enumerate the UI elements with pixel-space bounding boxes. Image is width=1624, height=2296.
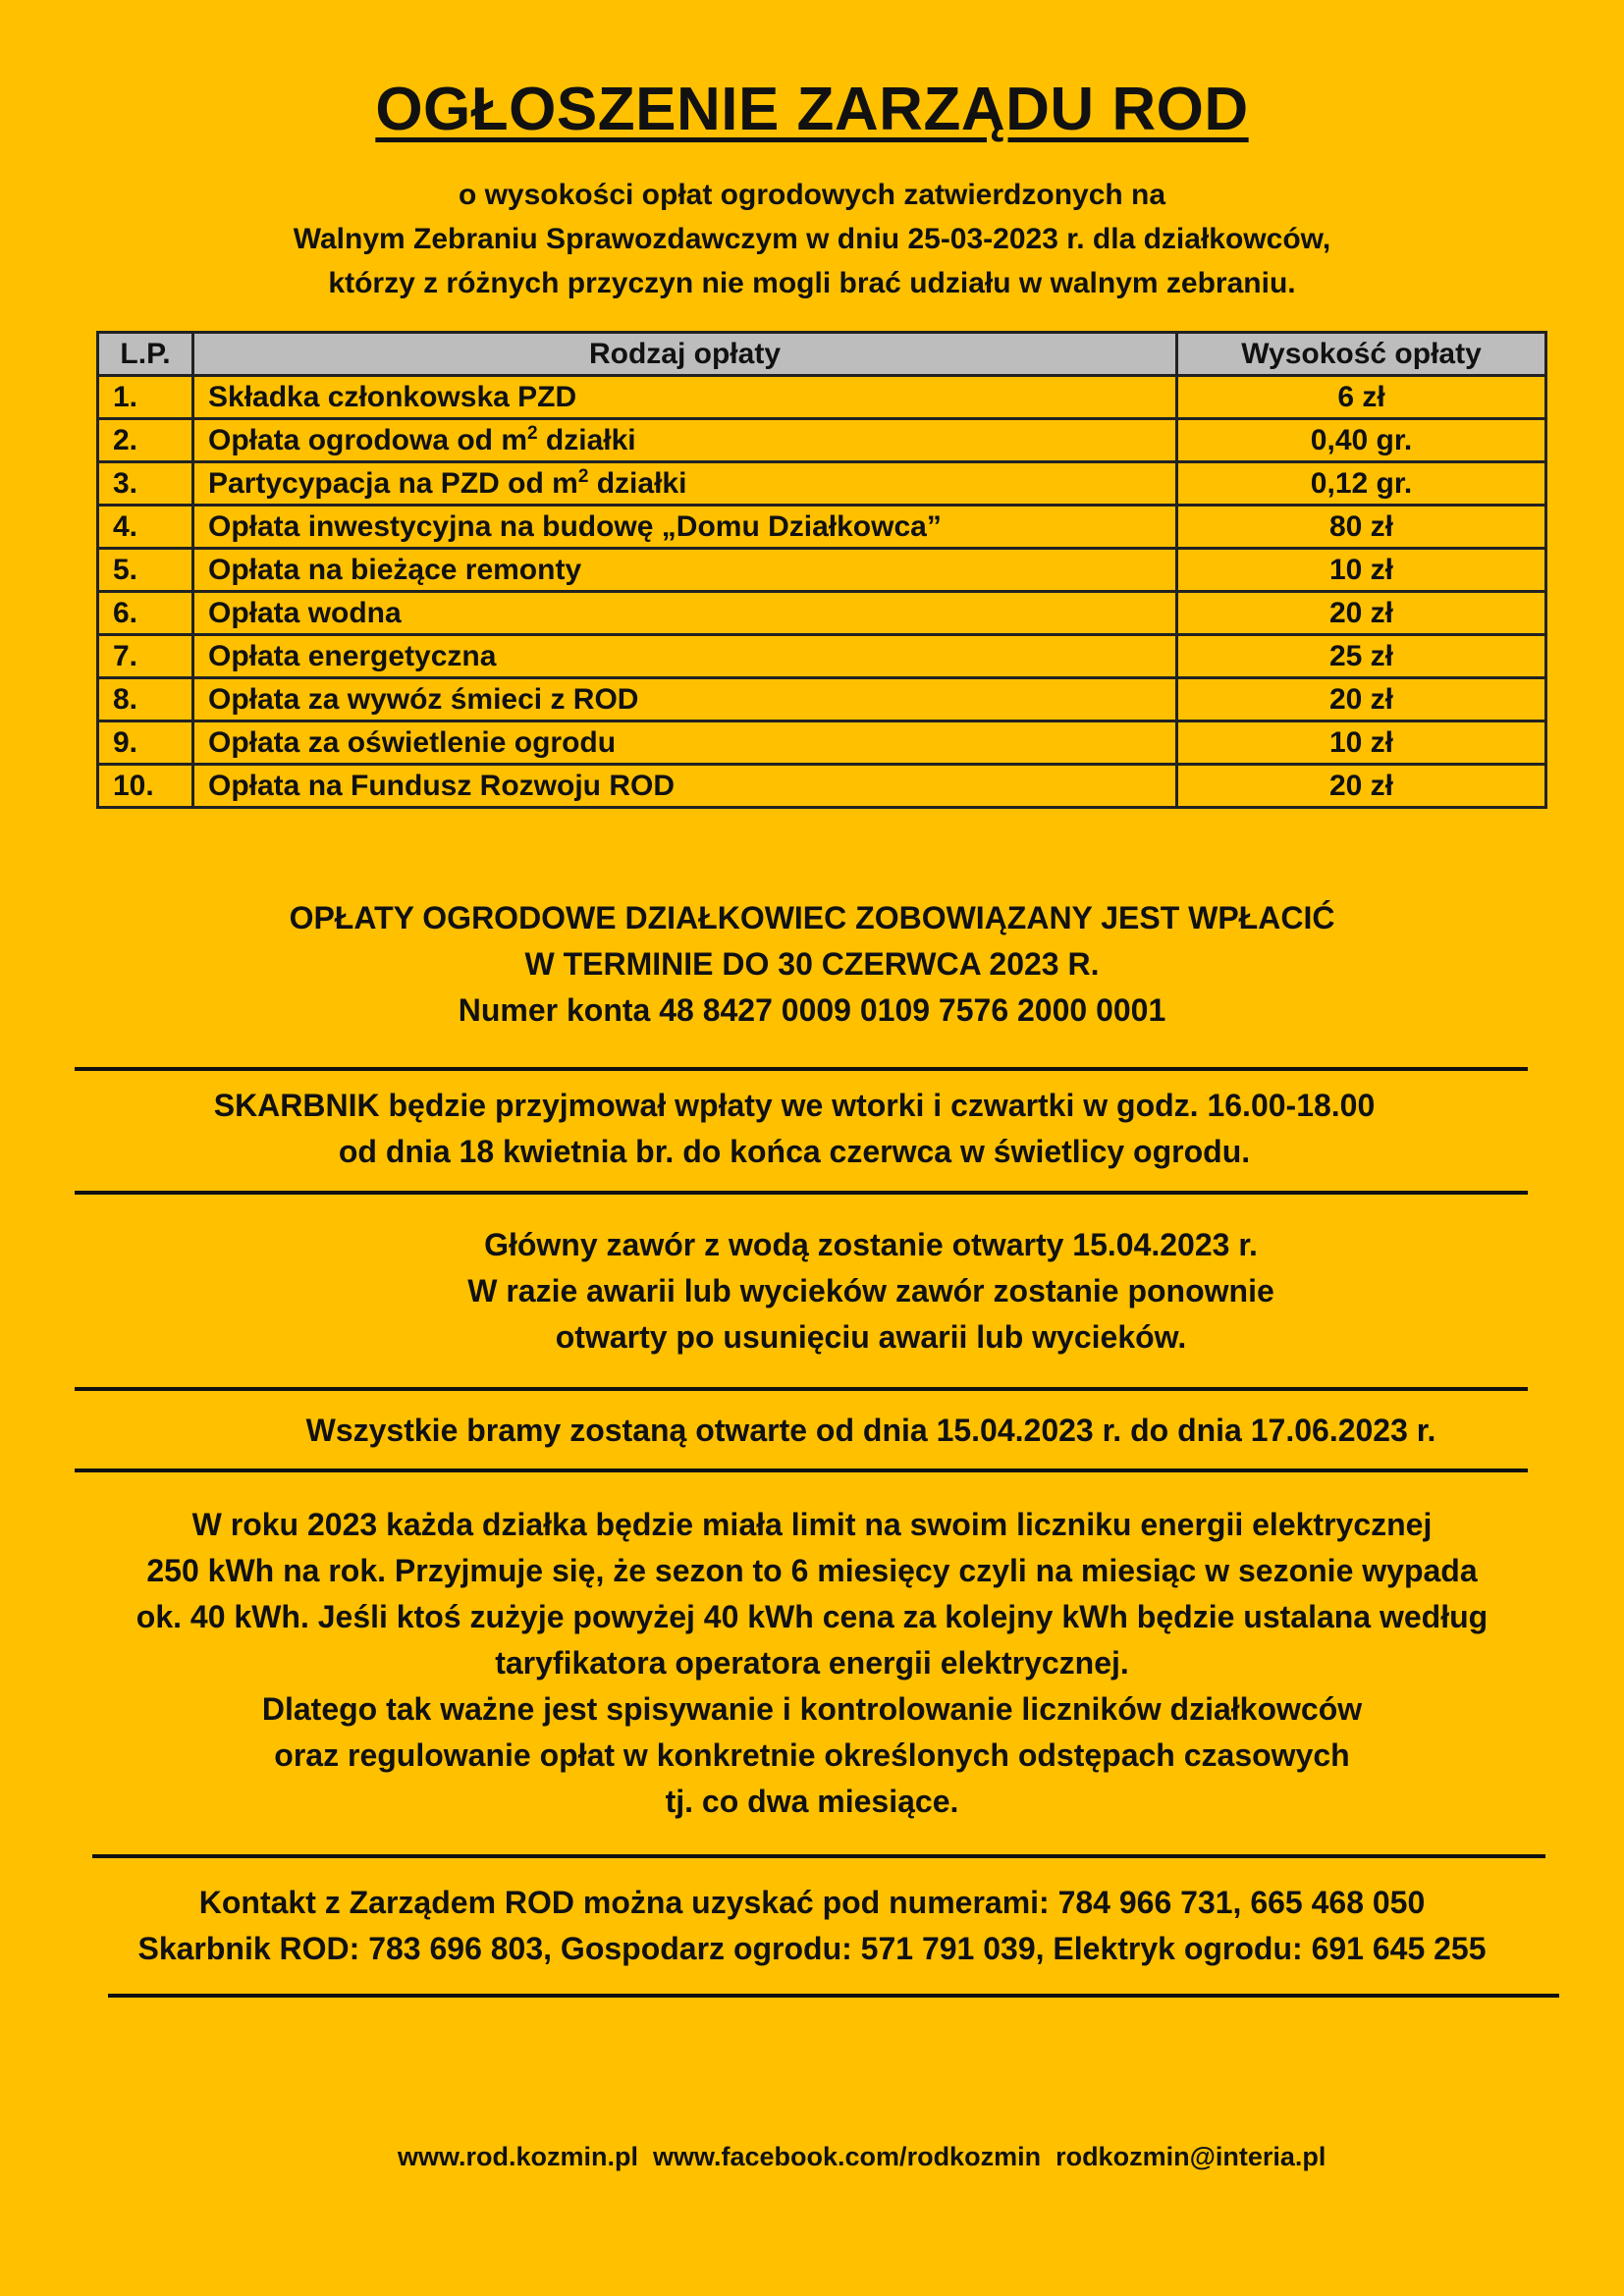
- row-number: 3.: [98, 462, 193, 506]
- fee-type-text: Opłata na Fundusz Rozwoju ROD: [208, 769, 675, 802]
- treasurer-line: SKARBNIK będzie przyjmował wpłaty we wtorki i czwartki w godz. 16.00-18.00: [213, 1088, 1376, 1123]
- table-header-row: [98, 333, 1546, 376]
- energy-line: taryfikatora operatora energii elektrycznej.: [495, 1645, 1129, 1681]
- fee-amount: 25 zł: [1177, 635, 1546, 678]
- payment-deadline: [0, 895, 1624, 1034]
- row-number: 7.: [98, 635, 193, 678]
- divider: [92, 1854, 1545, 1858]
- fee-type-text: Opłata wodna: [208, 596, 402, 629]
- intro-line: o wysokości opłat ogrodowych zatwierdzonych na: [458, 179, 1166, 211]
- energy-line: 250 kWh na rok. Przyjmuje się, że sezon to 6 miesięcy czyli na miesiąc w sezonie wypada: [146, 1553, 1478, 1588]
- column-header-amount: Wysokość opłaty: [1177, 333, 1546, 376]
- fee-type-text: Opłata inwestycyjna na budowę „Domu Działkowca”: [208, 509, 942, 543]
- table-row: [98, 635, 1546, 678]
- fee-type-text: Opłata za wywóz śmieci z ROD: [208, 682, 639, 716]
- row-number: 9.: [98, 721, 193, 765]
- fee-amount: 20 zł: [1177, 592, 1546, 635]
- treasurer-line: od dnia 18 kwietnia br. do końca czerwca w świetlicy ogrodu.: [338, 1134, 1251, 1169]
- table-row: [98, 765, 1546, 808]
- column-header-type: Rodzaj opłaty: [193, 333, 1177, 376]
- page-title: OGŁOSZENIE ZARZĄDU ROD: [375, 76, 1249, 143]
- fee-type-suffix: działki: [537, 423, 636, 456]
- account-number: Numer konta 48 8427 0009 0109 7576 2000 0001: [458, 992, 1166, 1028]
- superscript: 2: [577, 465, 589, 487]
- fee-type-text: Opłata na bieżące remonty: [208, 553, 582, 586]
- water-line: otwarty po usunięciu awarii lub wycieków.: [555, 1319, 1187, 1355]
- gates-notice: Wszystkie bramy zostaną otwarte od dnia 15.04.2023 r. do dnia 17.06.2023 r.: [305, 1413, 1436, 1448]
- water-notice: [59, 1222, 1624, 1361]
- table-row: [98, 592, 1546, 635]
- fee-amount: 0,12 gr.: [1177, 462, 1546, 506]
- treasurer-hours: [0, 1083, 1606, 1175]
- fee-amount: 6 zł: [1177, 376, 1546, 419]
- footer-links: www.rod.kozmin.pl www.facebook.com/rodkozmin rodkozmin@interia.pl: [398, 2142, 1326, 2171]
- fee-type-text: Składka członkowska PZD: [208, 380, 577, 413]
- energy-line: tj. co dwa miesiące.: [665, 1784, 959, 1819]
- superscript: 2: [527, 422, 538, 444]
- fee-amount: 10 zł: [1177, 721, 1546, 765]
- fee-type: [193, 506, 1177, 549]
- contact-line: Skarbnik ROD: 783 696 803, Gospodarz ogrodu: 571 791 039, Elektryk ogrodu: 691 645 255: [137, 1931, 1487, 1966]
- divider: [75, 1067, 1528, 1071]
- table-row: [98, 419, 1546, 462]
- fee-type: [193, 549, 1177, 592]
- row-number: 6.: [98, 592, 193, 635]
- contact-info: [0, 1880, 1624, 1972]
- table-row: [98, 376, 1546, 419]
- row-number: 8.: [98, 678, 193, 721]
- fee-type: [193, 376, 1177, 419]
- fee-amount: 20 zł: [1177, 765, 1546, 808]
- fee-type: [193, 419, 1177, 462]
- column-header-lp: L.P.: [98, 333, 193, 376]
- intro-text: [0, 173, 1624, 305]
- row-number: 2.: [98, 419, 193, 462]
- fee-type-text: Opłata ogrodowa od m: [208, 423, 528, 456]
- row-number: 5.: [98, 549, 193, 592]
- fee-type: [193, 592, 1177, 635]
- payment-line: OPŁATY OGRODOWE DZIAŁKOWIEC ZOBOWIĄZANY JEST WPŁACIĆ: [289, 900, 1335, 935]
- payment-line: W TERMINIE DO 30 CZERWCA 2023 R.: [524, 946, 1100, 982]
- divider: [108, 1994, 1559, 1998]
- fee-type-text: Opłata energetyczna: [208, 639, 497, 672]
- fee-amount: 10 zł: [1177, 549, 1546, 592]
- energy-line: oraz regulowanie opłat w konkretnie określonych odstępach czasowych: [274, 1737, 1350, 1773]
- divider: [75, 1387, 1528, 1391]
- fees-table: [96, 331, 1547, 809]
- water-line: Główny zawór z wodą zostanie otwarty 15.04.2023 r.: [484, 1227, 1258, 1262]
- fee-amount: 80 zł: [1177, 506, 1546, 549]
- energy-line: W roku 2023 każda działka będzie miała limit na swoim liczniku energii elektrycznej: [191, 1507, 1433, 1542]
- table-row: [98, 462, 1546, 506]
- intro-line: Walnym Zebraniu Sprawozdawczym w dniu 25-03-2023 r. dla działkowców,: [293, 223, 1331, 255]
- fee-amount: 20 zł: [1177, 678, 1546, 721]
- divider: [75, 1191, 1528, 1195]
- fee-type-text: Opłata za oświetlenie ogrodu: [208, 725, 617, 759]
- fee-type-suffix: działki: [588, 466, 687, 500]
- row-number: 10.: [98, 765, 193, 808]
- row-number: 1.: [98, 376, 193, 419]
- fee-amount: 0,40 gr.: [1177, 419, 1546, 462]
- table-row: [98, 506, 1546, 549]
- fee-type: [193, 765, 1177, 808]
- table-row: [98, 721, 1546, 765]
- fee-type: [193, 462, 1177, 506]
- divider: [75, 1468, 1528, 1472]
- energy-notice: [0, 1502, 1624, 1825]
- table-row: [98, 678, 1546, 721]
- intro-line: którzy z różnych przyczyn nie mogli brać udziału w walnym zebraniu.: [328, 267, 1296, 299]
- table-row: [98, 549, 1546, 592]
- energy-line: Dlatego tak ważne jest spisywanie i kontrolowanie liczników działkowców: [261, 1691, 1363, 1727]
- contact-line: Kontakt z Zarządem ROD można uzyskać pod numerami: 784 966 731, 665 468 050: [198, 1885, 1426, 1920]
- water-line: W razie awarii lub wycieków zawór zostanie ponownie: [467, 1273, 1274, 1308]
- fee-type: [193, 635, 1177, 678]
- fee-type: [193, 678, 1177, 721]
- fee-type-text: Partycypacja na PZD od m: [208, 466, 578, 500]
- fee-type: [193, 721, 1177, 765]
- row-number: 4.: [98, 506, 193, 549]
- energy-line: ok. 40 kWh. Jeśli ktoś zużyje powyżej 40 kWh cena za kolejny kWh będzie ustalana według: [135, 1599, 1489, 1634]
